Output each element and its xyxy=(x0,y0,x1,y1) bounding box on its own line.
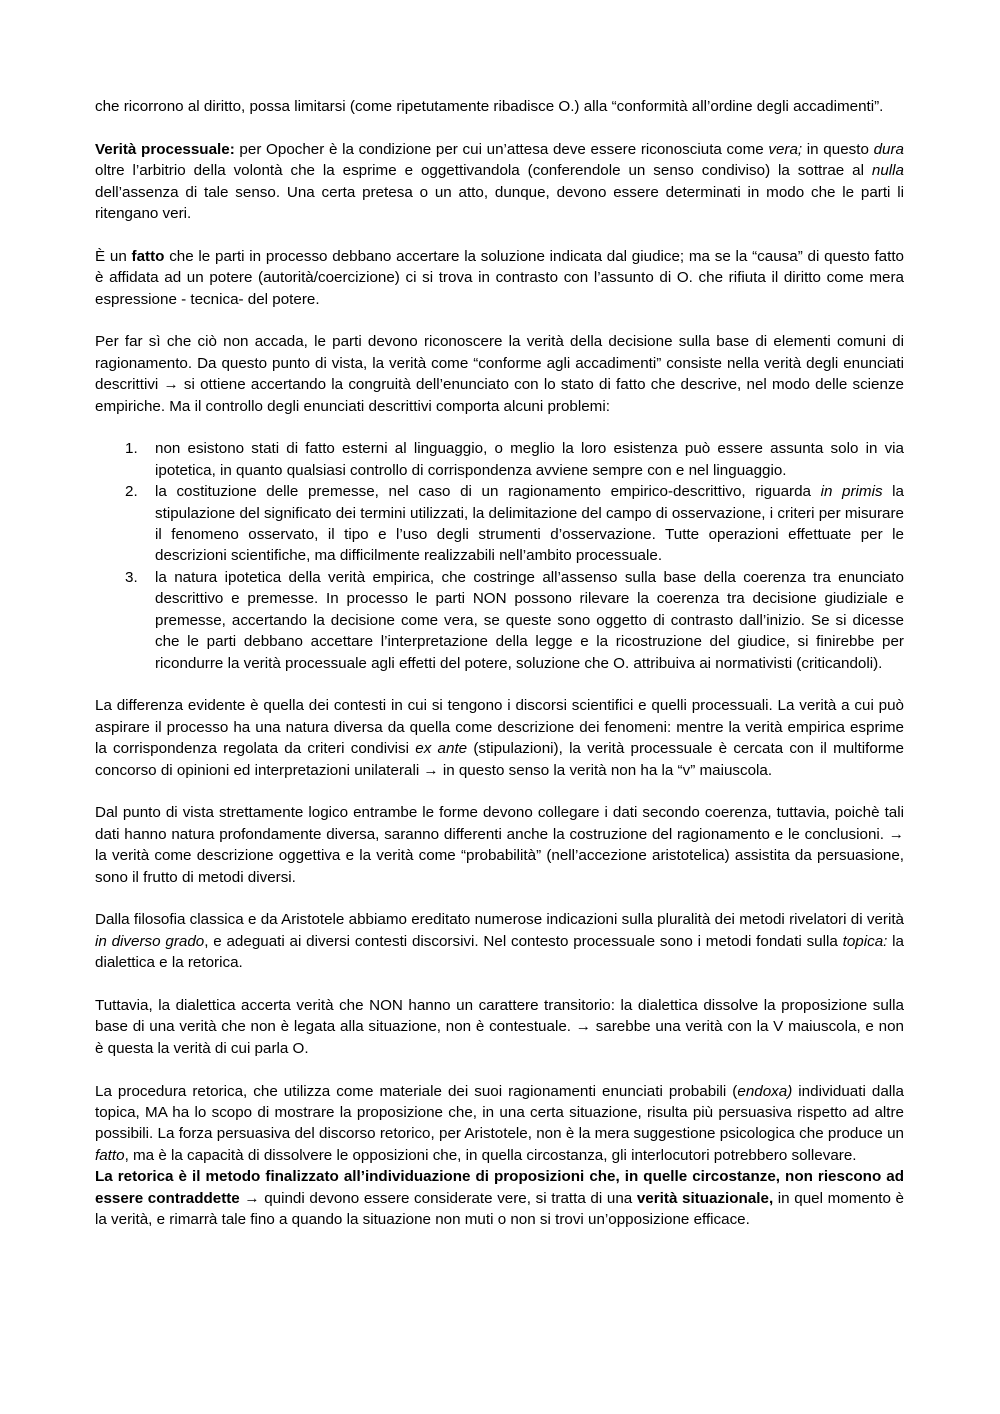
text-run: , e adeguati ai diversi contesti discorsivi. Nel contesto processuale sono i metodi fondati sulla xyxy=(204,932,843,950)
list-item xyxy=(95,567,904,674)
text-run: È un xyxy=(95,247,132,265)
bold-term: La retorica è il metodo finalizzato all’individuazione di proposizioni che, in quelle circostanze, non riescono ad essere contraddette → xyxy=(95,1168,904,1207)
text-run: dell’assenza di tale senso. Una certa pretesa o un atto, dunque, devono essere determinati in modo che le parti li ritengano veri. xyxy=(95,183,904,223)
list-item-text: la natura ipotetica della verità empirica, che costringe all’assenso sulla base della coerenza tra enunciato descrittivo e premesse. In processo le parti NON possono rilevare la coerenza tra decisione giudiziale e premesse, accertando la decisione come vera, se queste sono oggetto di contrasto dall’inizio. Se si dicesse che le parti debbano accettare l’interpretazione della legge e la ricostruzione del giudice, si finirebbe per ricondurre la verità processuale agli effetti del potere, soluzione che O. attribuiva ai normativisti (criticandoli). xyxy=(155,568,904,672)
text-run: in quel momento è la verità, e rimarrà tale fino a quando la situazione non muti o non si trovi un’opposizione efficace. xyxy=(95,1189,904,1228)
paragraph-verita-processuale xyxy=(95,139,904,225)
bold-term: Verità processuale: xyxy=(95,140,235,158)
text-run: che ricorrono al diritto, possa limitarsi (come ripetutamente ribadisce O.) alla “conformità all’ordine degli accadimenti”. xyxy=(95,98,884,115)
text-run: La differenza evidente è quella dei contesti in cui si tengono i discorsi scientifici e quelli processuali. La verità a cui può aspirare il processo ha una natura diversa da quella come descrizione dei fenomeni: mentre la verità empirica esprime la corrispondenza regolata da criteri condivisi xyxy=(95,697,904,758)
numbered-list-problems xyxy=(95,438,904,673)
text-run: oltre l’arbitrio della volontà che la esprime e oggettivandola (conferendole un senso condiviso) la sottrae al xyxy=(95,162,872,180)
paragraph-retorica-metodo xyxy=(95,1166,904,1230)
text-run: Tuttavia, la dialettica accerta verità che NON hanno un carattere transitorio: la dialettica dissolve la proposizione sulla base di una verità che non è legata alla situazione, non è contestuale. → sarebbe una verità con la V maiuscola, e non è questa la verità di cui parla O. xyxy=(95,996,904,1057)
list-item-text: la stipulazione del significato dei termini utilizzati, la delimitazione del campo di osservazione, i criteri per misurare il fenomeno osservato, il tipo e l’uso degli strumenti d’osservazione. Tutte operazioni effettuate per le descrizioni scientifiche, ma difficilmente realizzabili nell’ambito processuale. xyxy=(155,483,904,565)
list-item xyxy=(95,481,904,567)
italic-term: nulla xyxy=(871,162,904,180)
paragraph-procedura-retorica xyxy=(95,1081,904,1167)
list-item-text: non esistono stati di fatto esterni al linguaggio, o meglio la loro esistenza può essere assunta solo in via ipotetica, in quanto qualsiasi controllo di corrispondenza avviene sempre con e nel linguaggio. xyxy=(155,440,904,479)
paragraph-dialettica xyxy=(95,995,904,1059)
italic-term: ex ante xyxy=(415,740,468,758)
list-item xyxy=(95,438,904,481)
list-number: 1. xyxy=(125,440,138,458)
list-number: 3. xyxy=(125,568,138,586)
italic-term: endoxa) xyxy=(737,1082,793,1100)
list-number: 2. xyxy=(125,483,138,501)
text-run: che le parti in processo debbano accertare la soluzione indicata dal giudice; ma se la “causa” di questo fatto è affidata ad un potere (autorità/coercizione) ci si trova in contrasto con l’assunto di O. che rifiuta il diritto come mera espressione - tecnica- del potere. xyxy=(95,247,904,308)
italic-term: fatto xyxy=(95,1146,125,1164)
paragraph-continuation xyxy=(95,96,904,117)
text-run: La procedura retorica, che utilizza come materiale dei suoi ragionamenti enunciati probabili ( xyxy=(95,1082,738,1100)
paragraph-filosofia-classica xyxy=(95,909,904,973)
italic-term: vera; xyxy=(768,140,803,158)
italic-term: dura xyxy=(873,140,904,158)
text-run: individuati dalla topica, MA ha lo scopo di mostrare la proposizione che, in una certa situazione, risulta più persuasiva rispetto ad altre possibili. La forza persuasiva del discorso retorico, per Aristotele, non è la mera suggestione psicologica che produce un xyxy=(95,1082,904,1143)
paragraph-fatto xyxy=(95,246,904,310)
list-item-text: la costituzione delle premesse, nel caso di un ragionamento empirico-descrittivo, riguarda xyxy=(155,483,821,501)
text-run: per Opocher è la condizione per cui un’attesa deve essere riconosciuta come xyxy=(234,140,769,158)
bold-term: fatto xyxy=(131,247,165,265)
text-run: la dialettica e la retorica. xyxy=(95,932,904,972)
paragraph-enunciati-descrittivi xyxy=(95,331,904,417)
paragraph-punto-di-vista-logico xyxy=(95,802,904,888)
bold-term: verità situazionale, xyxy=(636,1189,774,1207)
italic-term: in diverso grado xyxy=(95,932,205,950)
text-run: quindi devono essere considerate vere, si tratta di una xyxy=(259,1189,637,1207)
text-run: Dal punto di vista strettamente logico entrambe le forme devono collegare i dati secondo coerenza, tuttavia, poichè tali dati hanno natura profondamente diversa, saranno differenti anche la costruzione del ragionamento e le conclusioni. → la verità come descrizione oggettiva e la verità come “probabilità” (nell’accezione aristotelica) assistita da persuasione, sono il frutto di metodi diversi. xyxy=(95,804,904,886)
italic-term: in primis xyxy=(820,483,883,501)
italic-term: topica: xyxy=(842,932,888,950)
text-run: in questo xyxy=(802,140,874,158)
text-run: Dalla filosofia classica e da Aristotele abbiamo ereditato numerose indicazioni sulla pluralità dei metodi rivelatori di verità xyxy=(95,911,904,929)
text-run: (stipulazioni), la verità processuale è cercata con il multiforme concorso di opinioni ed interpretazioni unilaterali → in questo senso la verità non ha la “v” maiuscola. xyxy=(95,740,904,779)
text-run: Per far sì che ciò non accada, le parti devono riconoscere la verità della decisione sulla base di elementi comuni di ragionamento. Da questo punto di vista, la verità come “conforme agli accadimenti” consiste nella verità degli enunciati descrittivi → si ottiene accertando la congruità dell’enunciato con lo stato di fatto che descrive, nel modo delle scienze empiriche. Ma il controllo degli enunciati descrittivi comporta alcuni problemi: xyxy=(95,333,904,415)
text-run: , ma è la capacità di dissolvere le opposizioni che, in quella circostanza, gli interlocutori potrebbero sollevare. xyxy=(124,1146,857,1164)
paragraph-differenza-contesti xyxy=(95,695,904,781)
